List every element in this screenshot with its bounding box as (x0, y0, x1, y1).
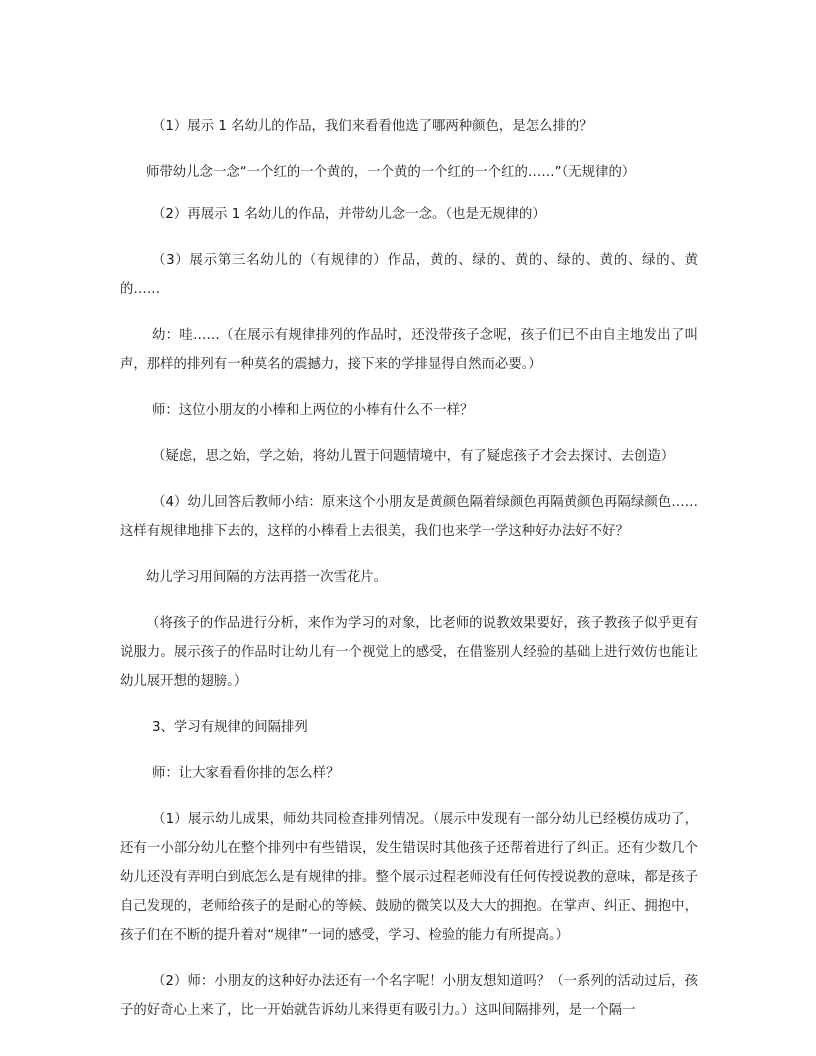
paragraph-2: 师带幼儿念一念“一个红的一个黄的，一个黄的一个红的一个红的……”（无规律的） (146, 165, 636, 180)
paragraph-10: （将孩子的作品进行分析，来作为学习的对象，比老师的说教效果要好，孩子教孩子似乎更有说服力。展示孩子的作品时让幼儿有一个视觉上的感受，在借鉴别人经验的基础上进行效仿也能让幼儿展开想的翅膀。） (120, 616, 698, 689)
paragraph-13: （1）展示幼儿成果，师幼共同检查排列情况。（展示中发现有一部分幼儿已经模仿成功了，还有一小部分幼儿在整个排列中有些错误，发生错误时其他孩子还帮着进行了纠正。还有少数几个幼儿还没有弄明白到底怎么是有规律的排。整个展示过程老师没有任何传授说教的意味，都是孩子自己发现的，老师给孩子的是耐心的等候、鼓励的微笑以及大大的拥抱。在掌声、纠正、拥抱中，孩子们在不断的提升着对“规律”一词的感受，学习、检验的能力有所提高。） (120, 812, 698, 943)
paragraph-3: （2）再展示 1 名幼儿的作品，并带幼儿念一念。（也是无规律的） (152, 207, 546, 222)
paragraph-9: 幼儿学习用间隔的方法再搭一次雪花片。 (146, 570, 388, 585)
paragraph-12: 师：让大家看看你排的怎么样？ (152, 766, 340, 781)
paragraph-8: （4）幼儿回答后教师小结：原来这个小朋友是黄颜色隔着绿颜色再隔黄颜色再隔绿颜色……这样有规律地排下去的，这样的小棒看上去很美，我们也来学一学这种好办法好不好？ (120, 495, 698, 539)
paragraph-14: （2）师：小朋友的这种好办法还有一个名字呢！小朋友想知道吗？（一系列的活动过后，孩子的好奇心上来了，比一开始就告诉幼儿来得更有吸引力。）这叫间隔排列，是一个隔一 (120, 974, 698, 1018)
document-body (120, 112, 698, 1042)
paragraph-7: （疑虑，思之始，学之始，将幼儿置于问题情境中，有了疑虑孩子才会去探讨、去创造） (152, 449, 675, 464)
section-heading-3: 3、学习有规律的间隔排列 (152, 720, 308, 735)
paragraph-4: （3）展示第三名幼儿的（有规律的）作品，黄的、绿的、黄的、绿的、黄的、绿的、黄的…… (120, 253, 698, 297)
paragraph-6: 师：这位小朋友的小棒和上两位的小棒有什么不一样？ (152, 403, 474, 418)
paragraph-5: 幼：哇……（在展示有规律排列的作品时，还没带孩子念呢，孩子们已不由自主地发出了叫声，那样的排列有一种莫名的震撼力，接下来的学排显得自然而必要。） (120, 328, 698, 372)
paragraph-1: （1）展示 1 名幼儿的作品，我们来看看他选了哪两种颜色，是怎么排的？ (152, 119, 593, 134)
